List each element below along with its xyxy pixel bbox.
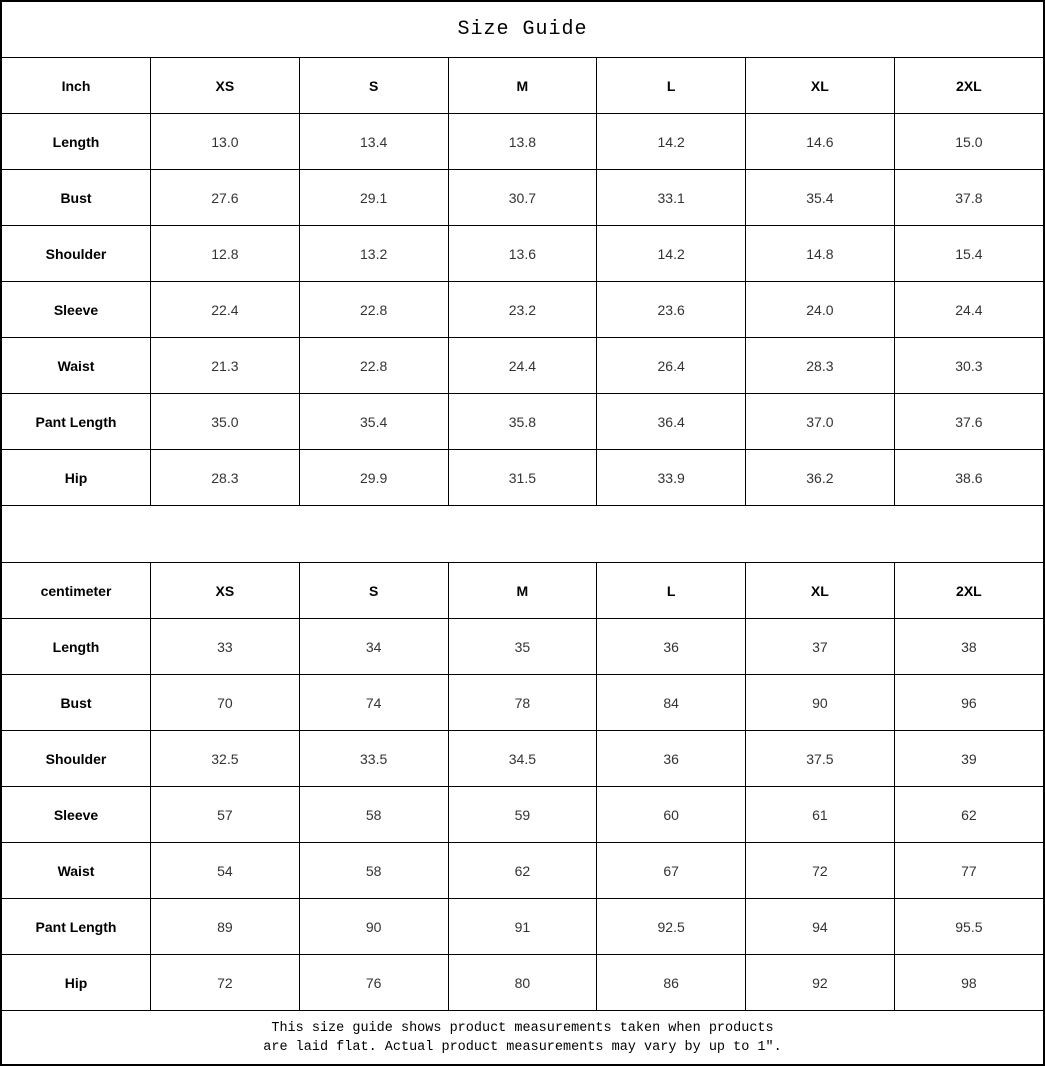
size-value-cell: 60	[597, 787, 746, 843]
size-value-cell: 39	[894, 731, 1043, 787]
size-value-cell: 36.4	[597, 394, 746, 450]
measurement-row-label: Length	[2, 114, 151, 170]
size-value-cell: 86	[597, 955, 746, 1011]
size-column-header: S	[299, 58, 448, 114]
size-value-cell: 29.9	[299, 450, 448, 506]
measurement-row	[2, 170, 1043, 226]
size-column-header: 2XL	[894, 58, 1043, 114]
measurement-row-label: Sleeve	[2, 282, 151, 338]
measurement-row	[2, 394, 1043, 450]
size-value-cell: 24.0	[746, 282, 895, 338]
measurement-row-label: Hip	[2, 450, 151, 506]
measurement-row	[2, 899, 1043, 955]
size-value-cell: 33.1	[597, 170, 746, 226]
table-separator	[2, 506, 1043, 563]
size-value-cell: 96	[894, 675, 1043, 731]
size-value-cell: 23.2	[448, 282, 597, 338]
measurement-row-label: Waist	[2, 338, 151, 394]
size-value-cell: 94	[746, 899, 895, 955]
measurement-row	[2, 787, 1043, 843]
size-value-cell: 92	[746, 955, 895, 1011]
size-value-cell: 24.4	[894, 282, 1043, 338]
size-value-cell: 23.6	[597, 282, 746, 338]
size-value-cell: 38.6	[894, 450, 1043, 506]
size-value-cell: 58	[299, 843, 448, 899]
size-value-cell: 15.4	[894, 226, 1043, 282]
size-value-cell: 92.5	[597, 899, 746, 955]
size-value-cell: 70	[151, 675, 300, 731]
size-header-row	[2, 563, 1043, 619]
size-value-cell: 78	[448, 675, 597, 731]
measurement-row-label: Pant Length	[2, 899, 151, 955]
size-column-header: M	[448, 58, 597, 114]
measurement-row	[2, 226, 1043, 282]
measurement-row	[2, 955, 1043, 1011]
measurement-row	[2, 338, 1043, 394]
page-title: Size Guide	[2, 2, 1043, 58]
size-value-cell: 21.3	[151, 338, 300, 394]
size-column-header: 2XL	[894, 563, 1043, 619]
footer-note-line-2: are laid flat. Actual product measurements may vary by up to 1″.	[263, 1039, 782, 1055]
measurement-row	[2, 114, 1043, 170]
size-header-row	[2, 58, 1043, 114]
unit-header-cell: Inch	[2, 58, 151, 114]
size-value-cell: 62	[894, 787, 1043, 843]
size-value-cell: 30.7	[448, 170, 597, 226]
size-value-cell: 13.6	[448, 226, 597, 282]
size-value-cell: 36	[597, 619, 746, 675]
size-value-cell: 36	[597, 731, 746, 787]
size-value-cell: 37.6	[894, 394, 1043, 450]
size-table-centimeter	[2, 563, 1043, 1011]
size-value-cell: 90	[299, 899, 448, 955]
size-value-cell: 28.3	[746, 338, 895, 394]
size-value-cell: 28.3	[151, 450, 300, 506]
unit-header-cell: centimeter	[2, 563, 151, 619]
size-column-header: L	[597, 563, 746, 619]
size-value-cell: 35.0	[151, 394, 300, 450]
measurement-row-label: Sleeve	[2, 787, 151, 843]
size-value-cell: 35.4	[299, 394, 448, 450]
size-value-cell: 95.5	[894, 899, 1043, 955]
size-value-cell: 61	[746, 787, 895, 843]
measurement-row	[2, 731, 1043, 787]
size-value-cell: 26.4	[597, 338, 746, 394]
size-column-header: XS	[151, 563, 300, 619]
measurement-row	[2, 675, 1043, 731]
size-value-cell: 91	[448, 899, 597, 955]
size-value-cell: 33.5	[299, 731, 448, 787]
size-value-cell: 84	[597, 675, 746, 731]
size-value-cell: 57	[151, 787, 300, 843]
size-value-cell: 24.4	[448, 338, 597, 394]
size-value-cell: 35.4	[746, 170, 895, 226]
size-value-cell: 77	[894, 843, 1043, 899]
size-table-inch	[2, 58, 1043, 506]
measurement-row-label: Pant Length	[2, 394, 151, 450]
size-value-cell: 72	[151, 955, 300, 1011]
size-column-header: XL	[746, 58, 895, 114]
size-value-cell: 14.2	[597, 114, 746, 170]
size-value-cell: 13.0	[151, 114, 300, 170]
size-value-cell: 14.8	[746, 226, 895, 282]
size-column-header: XL	[746, 563, 895, 619]
size-value-cell: 27.6	[151, 170, 300, 226]
size-value-cell: 32.5	[151, 731, 300, 787]
size-value-cell: 59	[448, 787, 597, 843]
measurement-row-label: Hip	[2, 955, 151, 1011]
size-value-cell: 74	[299, 675, 448, 731]
measurement-row-label: Shoulder	[2, 226, 151, 282]
size-value-cell: 34	[299, 619, 448, 675]
measurement-row	[2, 282, 1043, 338]
size-value-cell: 30.3	[894, 338, 1043, 394]
size-value-cell: 37.0	[746, 394, 895, 450]
size-value-cell: 13.4	[299, 114, 448, 170]
size-value-cell: 37	[746, 619, 895, 675]
measurement-row-label: Waist	[2, 843, 151, 899]
size-value-cell: 90	[746, 675, 895, 731]
measurement-row-label: Length	[2, 619, 151, 675]
size-value-cell: 33	[151, 619, 300, 675]
size-value-cell: 35	[448, 619, 597, 675]
measurement-row	[2, 619, 1043, 675]
size-value-cell: 31.5	[448, 450, 597, 506]
measurement-row	[2, 450, 1043, 506]
size-value-cell: 80	[448, 955, 597, 1011]
size-column-header: XS	[151, 58, 300, 114]
footer-note-line-1: This size guide shows product measurements taken when products	[271, 1020, 774, 1036]
size-value-cell: 38	[894, 619, 1043, 675]
measurement-row-label: Bust	[2, 170, 151, 226]
size-value-cell: 33.9	[597, 450, 746, 506]
size-value-cell: 35.8	[448, 394, 597, 450]
size-value-cell: 67	[597, 843, 746, 899]
size-value-cell: 14.6	[746, 114, 895, 170]
size-value-cell: 54	[151, 843, 300, 899]
size-value-cell: 36.2	[746, 450, 895, 506]
size-value-cell: 37.5	[746, 731, 895, 787]
footer-note	[2, 1011, 1043, 1064]
measurement-row-label: Shoulder	[2, 731, 151, 787]
size-value-cell: 22.4	[151, 282, 300, 338]
size-value-cell: 76	[299, 955, 448, 1011]
size-value-cell: 29.1	[299, 170, 448, 226]
size-column-header: M	[448, 563, 597, 619]
size-value-cell: 37.8	[894, 170, 1043, 226]
size-value-cell: 62	[448, 843, 597, 899]
size-value-cell: 34.5	[448, 731, 597, 787]
size-column-header: S	[299, 563, 448, 619]
size-value-cell: 15.0	[894, 114, 1043, 170]
size-value-cell: 72	[746, 843, 895, 899]
measurement-row-label: Bust	[2, 675, 151, 731]
size-value-cell: 98	[894, 955, 1043, 1011]
size-value-cell: 13.2	[299, 226, 448, 282]
measurement-row	[2, 843, 1043, 899]
size-value-cell: 22.8	[299, 338, 448, 394]
size-column-header: L	[597, 58, 746, 114]
size-value-cell: 22.8	[299, 282, 448, 338]
size-value-cell: 89	[151, 899, 300, 955]
size-value-cell: 58	[299, 787, 448, 843]
size-value-cell: 13.8	[448, 114, 597, 170]
size-value-cell: 14.2	[597, 226, 746, 282]
size-value-cell: 12.8	[151, 226, 300, 282]
